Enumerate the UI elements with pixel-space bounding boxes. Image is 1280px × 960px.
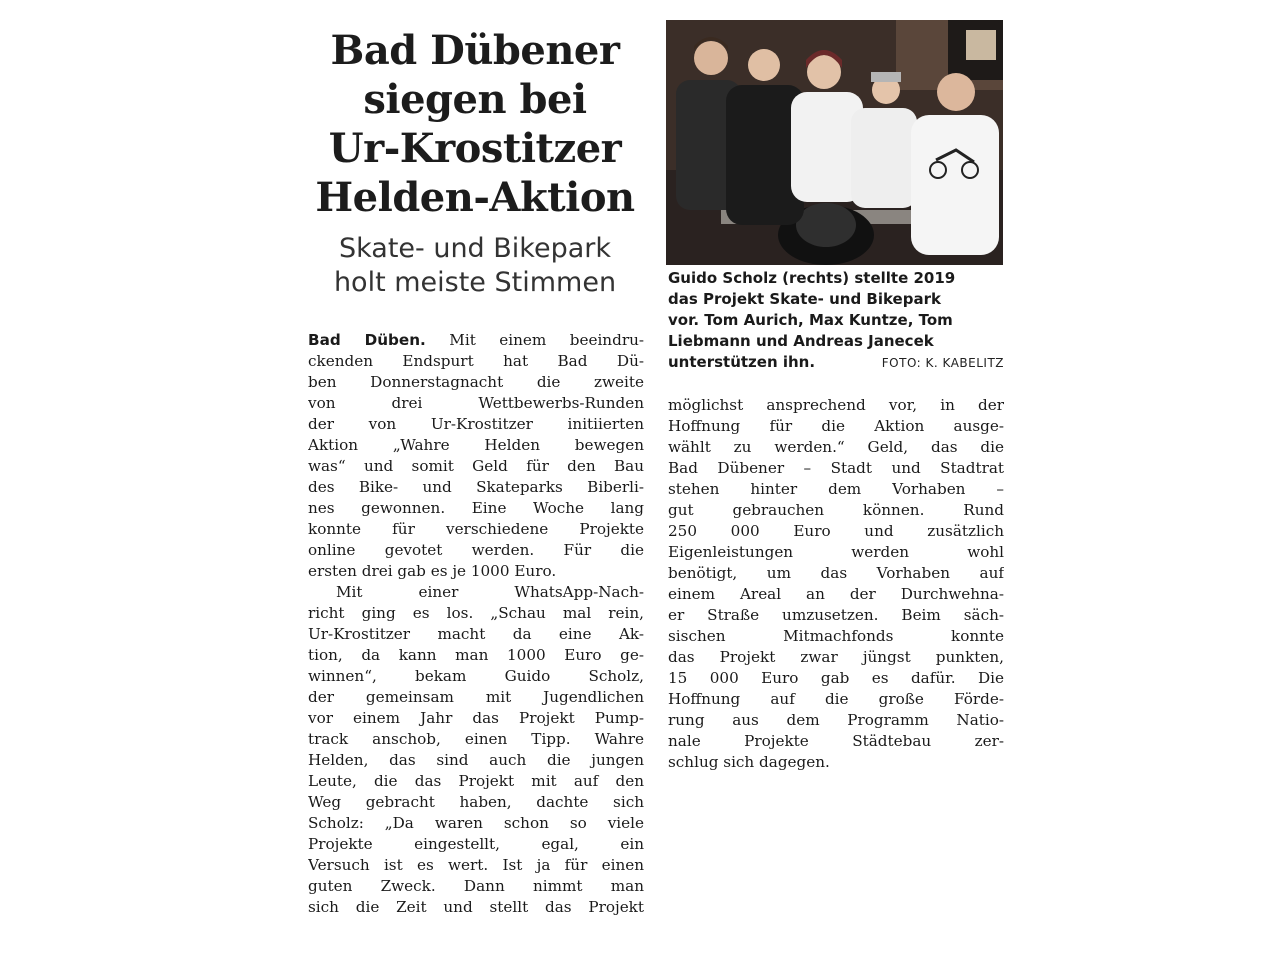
- headline: [300, 26, 650, 222]
- text-line: sich die Zeit und stellt das Projekt: [308, 898, 644, 916]
- text-line: richt ging es los. „Schau mal rein,: [308, 604, 644, 622]
- text-line: online gevotet werden. Für die: [308, 541, 644, 559]
- text-line: er Straße umzusetzen. Beim säch-: [668, 606, 1004, 624]
- text-fragment: Mit einem beeindru-: [425, 331, 644, 349]
- text-line: guten Zweck. Dann nimmt man: [308, 877, 644, 895]
- text-line: ckenden Endspurt hat Bad Dü-: [308, 352, 644, 370]
- text-line: 15 000 Euro gab es dafür. Die: [668, 669, 1004, 687]
- caption-line: [668, 352, 1004, 373]
- group-photo: [666, 20, 1003, 265]
- text-line: ben Donnerstagnacht die zweite: [308, 373, 644, 391]
- headline-line: Bad Dübener: [330, 27, 620, 74]
- text-line: schlug sich dagegen.: [668, 753, 830, 771]
- text-line: benötigt, um das Vorhaben auf: [668, 564, 1004, 582]
- text-line: stehen hinter dem Vorhaben –: [668, 480, 1004, 498]
- dateline: Bad Düben.: [308, 331, 426, 349]
- caption-line: Liebmann und Andreas Janecek: [668, 332, 934, 350]
- text-line: von drei Wettbewerbs-Runden: [308, 394, 644, 412]
- text-line: ersten drei gab es je 1000 Euro.: [308, 562, 557, 580]
- text-line: konnte für verschiedene Projekte: [308, 520, 644, 538]
- article-column-1: [308, 330, 644, 918]
- text-line: Versuch ist es wert. Ist ja für einen: [308, 856, 644, 874]
- text-line: Mit einer WhatsApp-Nach-: [336, 583, 644, 601]
- text-line: rung aus dem Programm Natio-: [668, 711, 1004, 729]
- photo-illustration: [666, 20, 1003, 265]
- text-line: 250 000 Euro und zusätzlich: [668, 522, 1004, 540]
- text-line: winnen“, bekam Guido Scholz,: [308, 667, 644, 685]
- text-line: Helden, das sind auch die jungen: [308, 751, 644, 769]
- article-column-2: [668, 395, 1004, 773]
- text-line: nes gewonnen. Eine Woche lang: [308, 499, 644, 517]
- text-line: das Projekt zwar jüngst punkten,: [668, 648, 1004, 666]
- text-line: Projekte eingestellt, egal, ein: [308, 835, 644, 853]
- subheadline-line: Skate- und Bikepark: [338, 233, 612, 264]
- text-line: Hoffnung auf die große Förde-: [668, 690, 1004, 708]
- text-line: track anschob, einen Tipp. Wahre: [308, 730, 644, 748]
- text-line: Eigenleistungen werden wohl: [668, 543, 1004, 561]
- caption-end: unterstützen ihn.: [668, 353, 816, 371]
- text-line: [308, 330, 644, 351]
- text-line: Aktion „Wahre Helden bewegen: [308, 436, 644, 454]
- text-line: Ur-Krostitzer macht da eine Ak-: [308, 625, 644, 643]
- text-line: möglichst ansprechend vor, in der: [668, 396, 1004, 414]
- subheadline: [300, 232, 650, 300]
- text-line: sischen Mitmachfonds konnte: [668, 627, 1004, 645]
- text-line: wählt zu werden.“ Geld, das die: [668, 438, 1004, 456]
- headline-line: Helden-Aktion: [315, 174, 635, 221]
- text-line: gut gebrauchen können. Rund: [668, 501, 1004, 519]
- subheadline-line: holt meiste Stimmen: [333, 267, 617, 298]
- text-line: der von Ur-Krostitzer initiierten: [308, 415, 644, 433]
- text-line: Hoffnung für die Aktion ausge-: [668, 417, 1004, 435]
- text-line: des Bike- und Skateparks Biberli-: [308, 478, 644, 496]
- text-line: Bad Dübener – Stadt und Stadtrat: [668, 459, 1004, 477]
- text-line: nale Projekte Städtebau zer-: [668, 732, 1004, 750]
- caption-line: das Projekt Skate- und Bikepark: [668, 290, 941, 308]
- text-line: was“ und somit Geld für den Bau: [308, 457, 644, 475]
- headline-line: siegen bei: [363, 76, 587, 123]
- text-line: einem Areal an der Durchwehna-: [668, 585, 1004, 603]
- text-line: vor einem Jahr das Projekt Pump-: [308, 709, 644, 727]
- text-line: Scholz: „Da waren schon so viele: [308, 814, 644, 832]
- photo-credit: FOTO: K. KABELITZ: [881, 356, 1004, 370]
- caption-line: vor. Tom Aurich, Max Kuntze, Tom: [668, 311, 953, 329]
- headline-line: Ur-Krostitzer: [328, 125, 622, 172]
- text-line: der gemeinsam mit Jugendlichen: [308, 688, 644, 706]
- caption-line: Guido Scholz (rechts) stellte 2019: [668, 269, 956, 287]
- photo-caption: [668, 268, 1004, 374]
- text-line: tion, da kann man 1000 Euro ge-: [308, 646, 644, 664]
- text-line: Weg gebracht haben, dachte sich: [308, 793, 644, 811]
- text-line: Leute, die das Projekt mit auf den: [308, 772, 644, 790]
